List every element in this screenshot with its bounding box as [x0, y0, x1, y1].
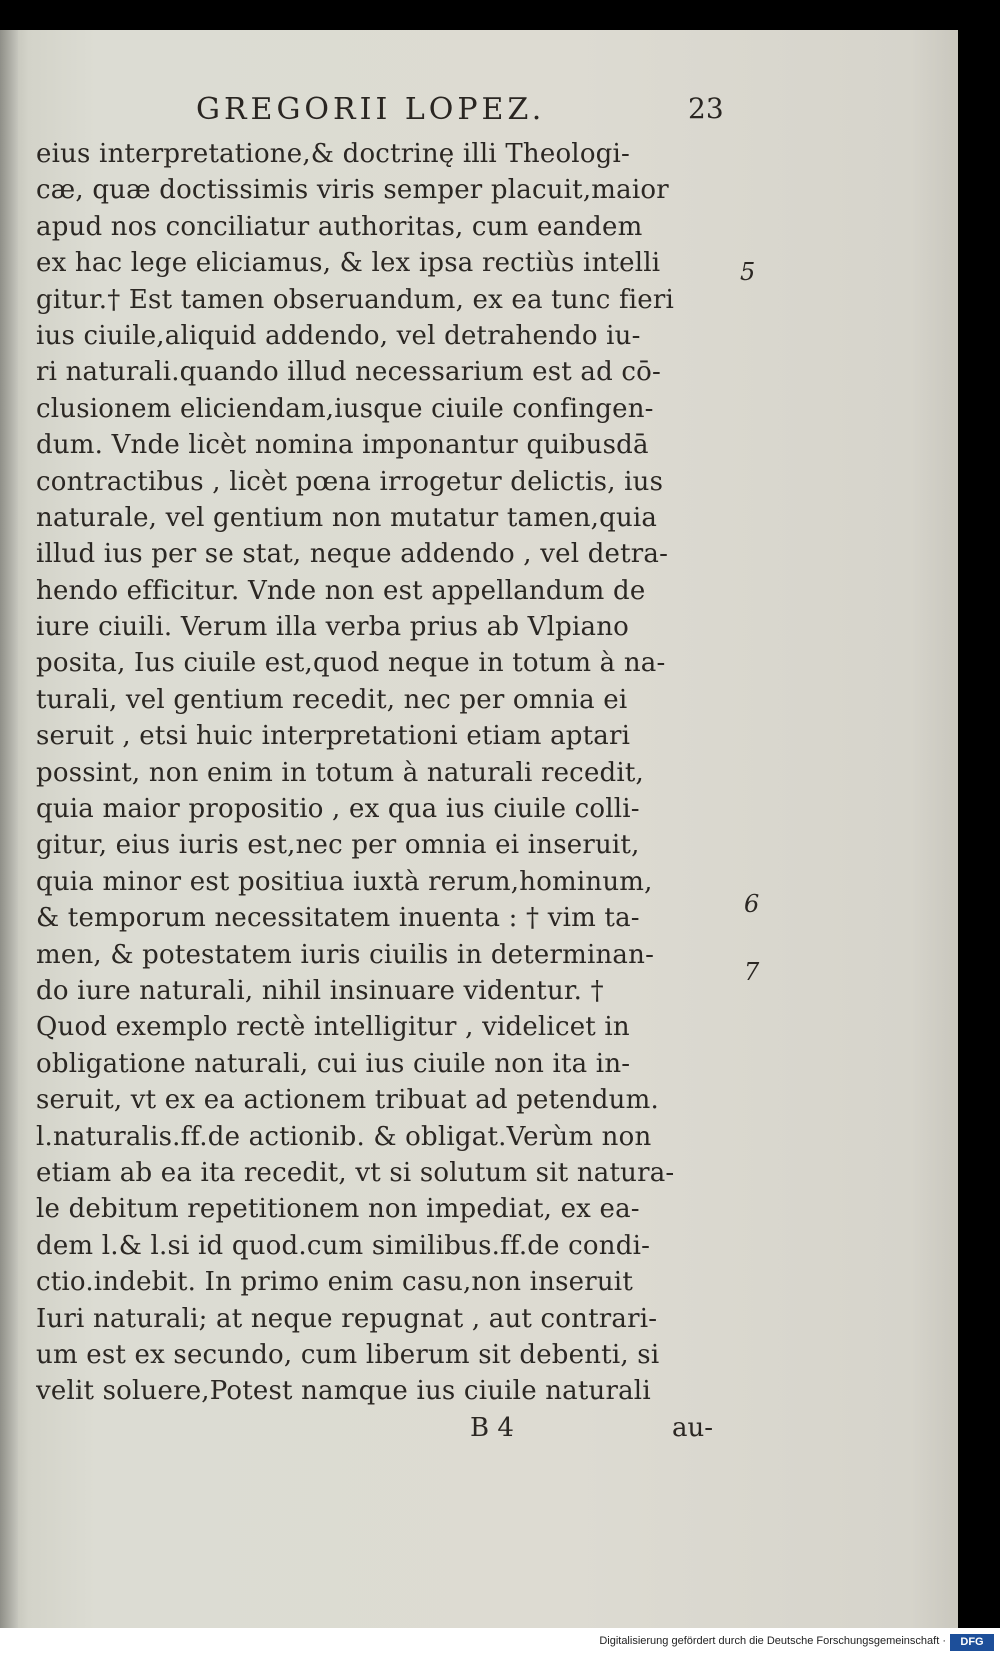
running-title: GREGORII LOPEZ. [196, 92, 546, 127]
page-gutter [0, 30, 18, 1628]
text-line: ri naturali.quando illud necessarium est ad cō- [36, 357, 661, 388]
body-text [36, 136, 722, 1410]
text-line: ex hac lege eliciamus, & lex ipsa rectiùs intelli [36, 248, 661, 279]
text-line: um est ex secundo, cum liberum sit debenti, si [36, 1339, 660, 1370]
text-line: clusionem eliciendam,iusque ciuile confingen- [36, 393, 654, 424]
signature-mark: B 4 [470, 1413, 514, 1443]
credit-text: Digitalisierung gefördert durch die Deutsche Forschungsgemeinschaft · [599, 1635, 946, 1647]
text-line: l.naturalis.ff.de actionib. & obligat.Verùm non [36, 1121, 652, 1152]
text-line: cæ, quæ doctissimis viris semper placuit,maior [36, 175, 669, 206]
text-line: gitur, eius iuris est,nec per omnia ei inseruit, [36, 830, 640, 861]
text-line: ius ciuile,aliquid addendo, vel detrahendo iu- [36, 320, 641, 351]
text-line: contractibus , licèt pœna irrogetur delictis, ius [36, 466, 664, 497]
text-line: Iuri naturali; at neque repugnat , aut contrari- [36, 1303, 658, 1334]
text-line: turali, vel gentium recedit, nec per omnia ei [36, 684, 628, 715]
text-line: gitur.† Est tamen obseruandum, ex ea tunc fieri [36, 284, 675, 315]
text-line: seruit, vt ex ea actionem tribuat ad petendum. [36, 1085, 659, 1116]
text-line: ctio.indebit. In primo enim casu,non inseruit [36, 1267, 633, 1298]
marginal-number: 5 [740, 258, 756, 286]
text-line: dum. Vnde licèt nomina imponantur quibusdā [36, 430, 649, 461]
dfg-logo: DFG [950, 1634, 994, 1651]
text-line: eius interpretatione,& doctrinę illi Theologi- [36, 139, 631, 169]
text-line: illud ius per se stat, neque addendo , vel detra- [36, 539, 669, 570]
text-line: hendo efficitur. Vnde non est appellandum de [36, 575, 646, 606]
text-line: naturale, vel gentium non mutatur tamen,quia [36, 502, 658, 533]
running-head [0, 92, 958, 132]
text-line: etiam ab ea ita recedit, vt si solutum sit natura- [36, 1157, 675, 1188]
text-line: obligatione naturali, cui ius ciuile non ita in- [36, 1048, 631, 1079]
text-line: men, & potestatem iuris ciuilis in determinan- [36, 939, 655, 970]
text-line: quia minor est positiua iuxtà rerum,hominum, [36, 866, 653, 897]
marginal-number: 7 [744, 958, 760, 986]
catchword: au- [672, 1413, 714, 1443]
text-line: seruit , etsi huic interpretationi etiam aptari [36, 721, 631, 752]
text-line: possint, non enim in totum à naturali recedit, [36, 757, 644, 788]
text-line: dem l.& l.si id quod.cum similibus.ff.de condi- [36, 1230, 651, 1261]
marginal-number: 6 [744, 890, 760, 918]
text-line: quia maior propositio , ex qua ius ciuile colli- [36, 794, 640, 825]
credit-bar [0, 1628, 1000, 1658]
page-footer [0, 1413, 958, 1453]
text-line: do iure naturali, nihil insinuare videntur. † [36, 975, 604, 1006]
text-line: Quod exemplo rectè intelligitur , videlicet in [36, 1012, 630, 1043]
text-line: posita, Ius ciuile est,quod neque in totum à na- [36, 648, 666, 679]
text-line: apud nos conciliatur authoritas, cum eandem [36, 211, 643, 242]
text-line: iure ciuili. Verum illa verba prius ab Vlpiano [36, 612, 630, 643]
page-number: 23 [688, 92, 724, 125]
text-line: & temporum necessitatem inuenta : † vim ta- [36, 903, 640, 934]
text-line: velit soluere,Potest namque ius ciuile naturali [36, 1376, 651, 1407]
text-line: le debitum repetitionem non impediat, ex ea- [36, 1194, 640, 1225]
book-page [0, 30, 958, 1628]
